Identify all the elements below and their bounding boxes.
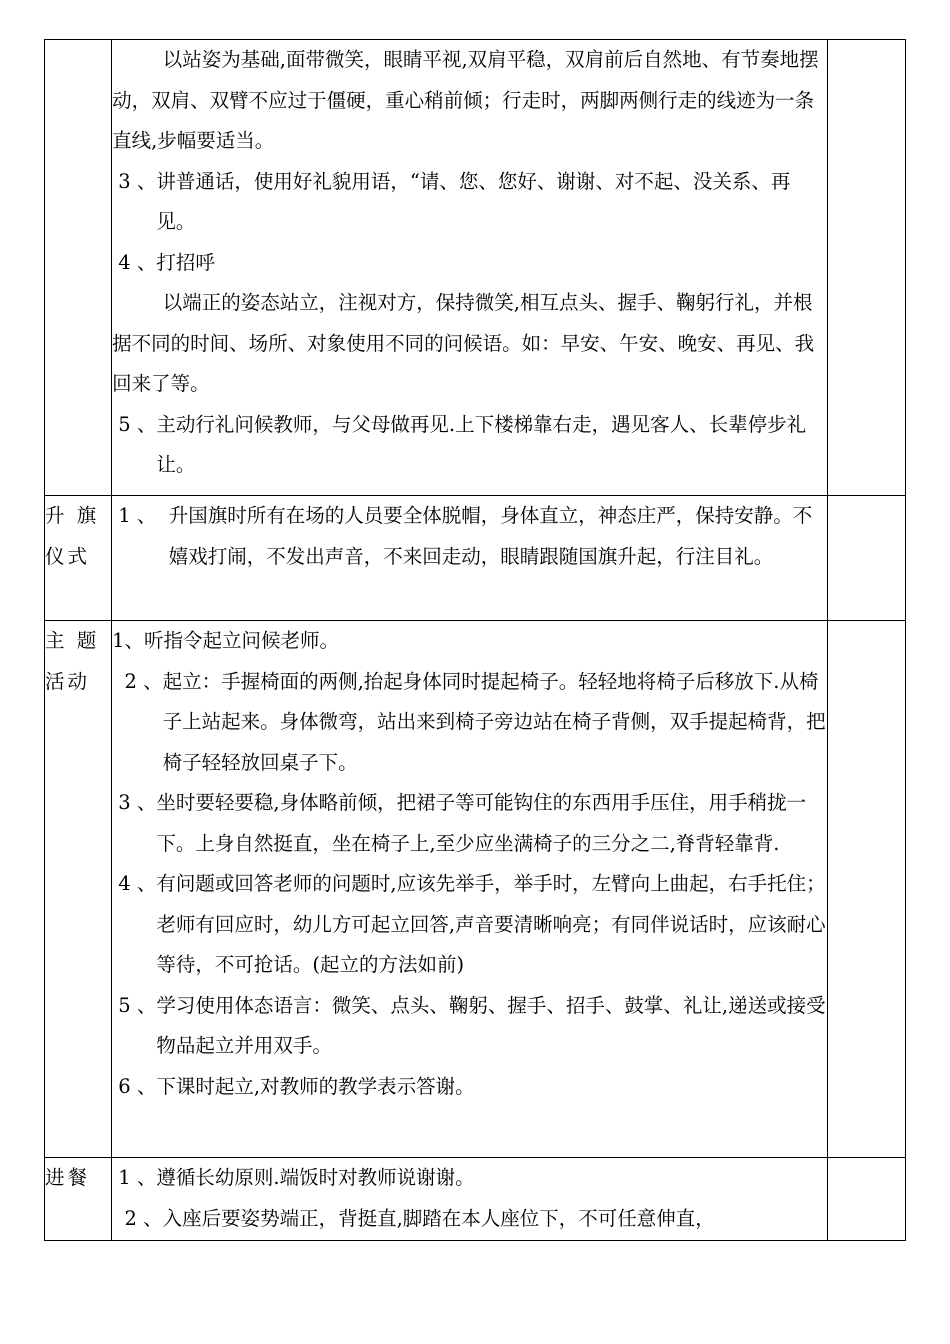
table-row <box>45 496 906 621</box>
list-item-text: 有问题或回答老师的问题时,应该先举手，举手时，左臂向上曲起，右手托住；老师有回应时，幼儿方可起立回答,声音要清晰响亮；有同伴说话时，应该耐心等待，不可抢话。(起立的方法如前) <box>156 872 826 976</box>
list-item-text: 遵循长幼原则.端饭时对教师说谢谢。 <box>156 1166 475 1189</box>
list-item-text: 主动行礼问候教师，与父母做再见.上下楼梯靠右走，遇见客人、长辈停步礼让。 <box>156 412 807 476</box>
row-content-cell <box>112 40 828 496</box>
list-item <box>112 621 827 662</box>
list-item-text: 打招呼 <box>156 250 215 274</box>
remarks-cell <box>827 40 905 496</box>
list-item-number: 2 、 <box>112 669 163 693</box>
list-item-text: 起立：手握椅面的两侧,抬起身体同时提起椅子。轻轻地将椅子后移放下.从椅子上站起来。身体微弯，站出来到椅子旁边站在椅子背侧，双手提起椅背，把椅子轻轻放回桌子下。 <box>162 669 826 774</box>
list-item-number: 1 、 <box>112 1166 157 1189</box>
row-label-cell <box>45 40 112 496</box>
row-content-cell <box>112 496 828 621</box>
list-item-number: 4 、 <box>112 872 157 895</box>
list-item-text: 坐时要轻要稳,身体略前倾，把裙子等可能钩住的东西用手压住，用手稍拢一下。上身自然挺直，坐在椅子上,至少应坐满椅子的三分之二,脊背轻靠背. <box>156 791 807 855</box>
table-row <box>45 40 906 496</box>
list-item-text: 学习使用体态语言：微笑、点头、鞠躬、握手、招手、鼓掌、礼让,递送或接受物品起立并用双手。 <box>156 993 826 1057</box>
list-item-number: 3 、 <box>112 169 157 193</box>
remarks-cell <box>827 1158 905 1241</box>
list-item-number: 1、 <box>112 629 144 652</box>
row-label-line: 升 旗 <box>45 504 100 527</box>
list-item <box>112 662 827 784</box>
list-item-number: 2 、 <box>112 1206 163 1230</box>
remarks-cell <box>827 496 905 621</box>
list-item-number: 6 、 <box>112 1074 157 1098</box>
list-item-text: 听指令起立问候老师。 <box>143 629 339 652</box>
list-item-text: 下课时起立,对教师的教学表示答谢。 <box>156 1074 475 1098</box>
list-item <box>112 1199 827 1240</box>
list-item-number: 3 、 <box>112 791 157 814</box>
row-label-line: 活动 <box>45 669 91 693</box>
list-item <box>112 243 827 284</box>
remarks-cell <box>827 621 905 1158</box>
row-label-line: 进餐 <box>45 1166 91 1189</box>
list-item <box>112 405 827 486</box>
list-item-text: 讲普通话，使用好礼貌用语，“请、您、您好、谢谢、对不起、没关系、再见。 <box>156 169 791 233</box>
list-item-text: 入座后要姿势端正，背挺直,脚踏在本人座位下，不可任意伸直， <box>162 1206 715 1230</box>
table-row <box>45 1158 906 1241</box>
row-label-cell <box>45 496 112 621</box>
list-item <box>112 1158 827 1199</box>
row-label-line: 仪式 <box>45 544 91 568</box>
row-content-cell <box>112 621 828 1158</box>
content-paragraph: 以端正的姿态站立，注视对方，保持微笑,相互点头、握手、鞠躬行礼，并根据不同的时间、场所、对象使用不同的问候语。如：早安、午安、晚安、再见、我回来了等。 <box>112 291 815 395</box>
list-item <box>112 1067 827 1108</box>
etiquette-table <box>44 39 906 1241</box>
list-item-number: 1 、 <box>112 504 169 527</box>
list-item-number: 4 、 <box>112 250 157 274</box>
list-item <box>112 162 827 243</box>
list-item-number: 5 、 <box>112 993 157 1017</box>
row-label-line: 主 题 <box>45 629 100 652</box>
list-item <box>112 783 827 864</box>
list-item <box>112 864 827 986</box>
row-content-cell <box>112 1158 828 1241</box>
list-item <box>112 496 827 577</box>
list-item-text: 升国旗时所有在场的人员要全体脱帽，身体直立，神态庄严，保持安静。不嬉戏打闹，不发出声音，不来回走动，眼睛跟随国旗升起，行注目礼。 <box>168 504 813 568</box>
row-label-cell <box>45 621 112 1158</box>
list-item-number: 5 、 <box>112 412 157 436</box>
row-label-cell <box>45 1158 112 1241</box>
table-row <box>45 621 906 1158</box>
list-item <box>112 986 827 1067</box>
content-paragraph: 以站姿为基础,面带微笑，眼睛平视,双肩平稳，双肩前后自然地、有节奏地摆动，双肩、双臂不应过于僵硬，重心稍前倾；行走时，两脚两侧行走的线迹为一条直线,步幅要适当。 <box>112 48 819 152</box>
